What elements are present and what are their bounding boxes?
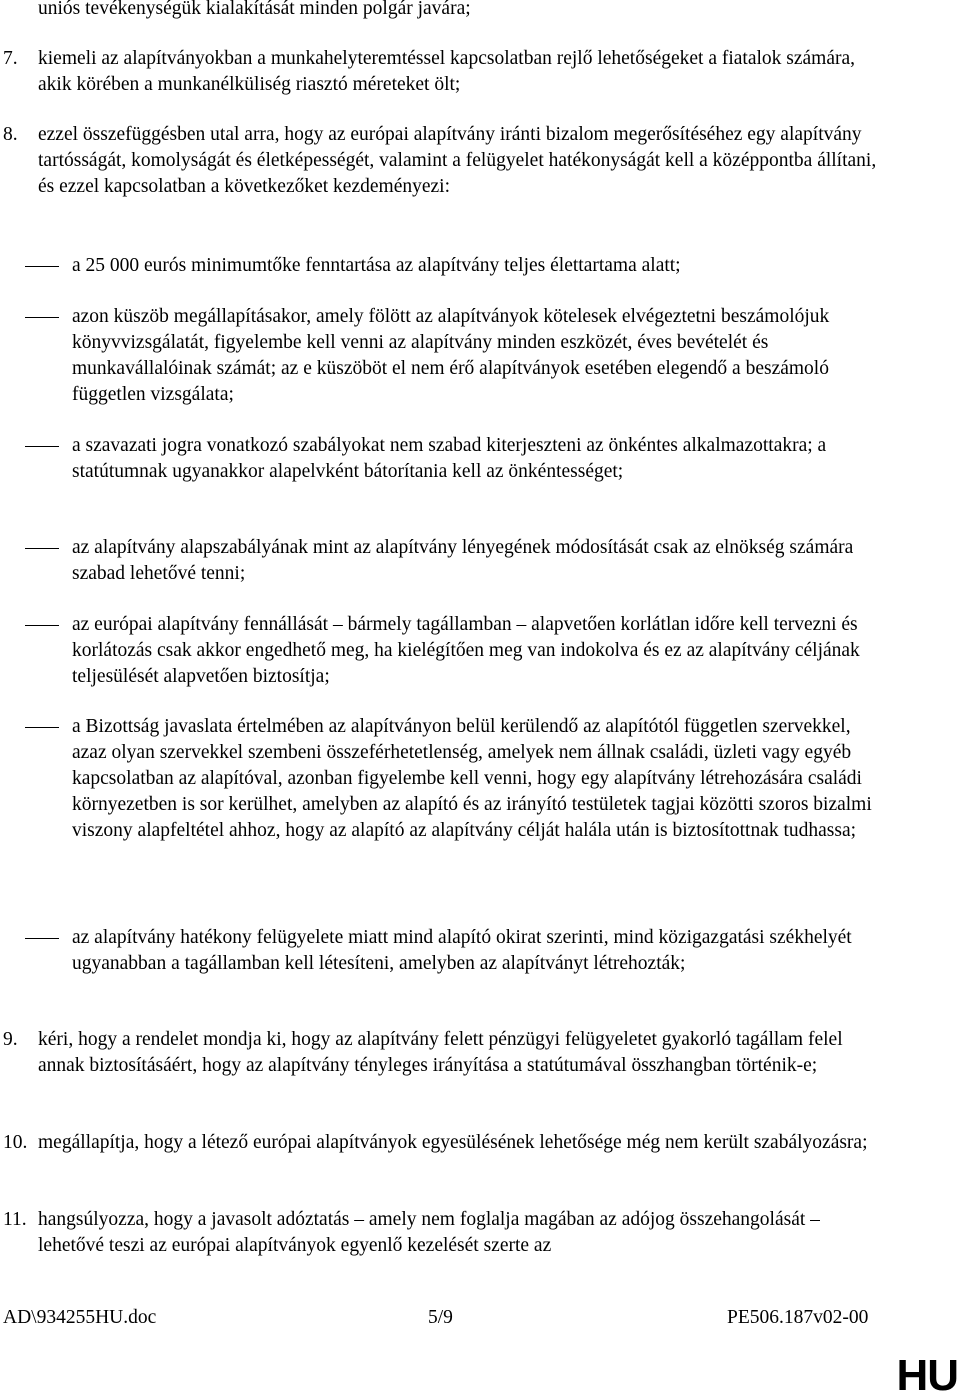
point-number-7: 7. [3, 48, 18, 69]
language-code: HU [896, 1351, 958, 1400]
point-7-text: kiemeli az alapítványokban a munkahelyteremtéssel kapcsolatban rejlő lehetőségeket a fiatalok számára, akik körében a munkanélküliség riasztó méreteket ölt; [38, 48, 856, 95]
point-8-text: ezzel összefüggésben utal arra, hogy az európai alapítvány iránti bizalom megerősítéséhez egy alapítvány tartósságát, komolyságát és életképességét, valamint a felügyelet hatékonyságát kell a középpontba állítani, és ezzel kapcsolatban a következőket kezdeményezi: [38, 124, 877, 197]
dash-marker [25, 727, 59, 728]
dash-item-7: az alapítvány hatékony felügyelete miatt mind alapító okirat szerinti, mind közigazgatási székhelyét ugyanabban a tagállamban kell létesíteni, amelyben az alapítványt létrehozták; [72, 927, 852, 974]
point-number-11: 11. [3, 1209, 27, 1230]
dash-marker [25, 625, 59, 626]
intro-line: uniós tevékenységük kialakítását minden polgár javára; [38, 0, 471, 19]
dash-item-5: az európai alapítvány fennállását – bármely tagállamban – alapvetően korlátlan időre kell tervezni és korlátozás csak akkor engedhető meg, ha kielégítően meg van indokolva és ez az alapítvány céljának teljesülését alapvetően biztosítja; [72, 614, 860, 687]
footer-doc-ref: AD\934255HU.doc [3, 1307, 157, 1328]
dash-marker [25, 446, 59, 447]
dash-marker [25, 548, 59, 549]
dash-item-3: a szavazati jogra vonatkozó szabályokat nem szabad kiterjeszteni az önkéntes alkalmazottakra; a statútumnak ugyanakkor alapelvként bátorítania kell az önkéntességet; [72, 435, 827, 482]
point-number-8: 8. [3, 124, 18, 145]
footer-page-number: 5/9 [428, 1307, 453, 1328]
dash-item-6: a Bizottság javaslata értelmében az alapítványon belül kerülendő az alapítótól független szervekkel, azaz olyan szervekkel szembeni összeférhetetlenség, amelyek nem állnak családi, üzleti vagy egyéb kapcsolatban az alapítóval, azonban figyelembe kell venni, hogy egy alapítvány létrehozására családi környezetben is sor kerülhet, amelyben az alapító és az irányító testületek tagjai közötti szoros bizalmi viszony alapfeltétel ahhoz, hogy az alapító az alapítvány célját halála után is biztosítottnak tudhassa; [72, 716, 872, 841]
point-number-10: 10. [3, 1132, 28, 1153]
dash-marker [25, 938, 59, 939]
dash-marker [25, 317, 59, 318]
dash-item-4: az alapítvány alapszabályának mint az alapítvány lényegének módosítását csak az elnökség számára szabad lehetővé tenni; [72, 537, 854, 584]
point-10-text: megállapítja, hogy a létező európai alapítványok egyesülésének lehetősége még nem került szabályozásra; [38, 1132, 868, 1153]
dash-item-1: a 25 000 eurós minimumtőke fenntartása az alapítvány teljes élettartama alatt; [72, 255, 681, 276]
point-11-text: hangsúlyozza, hogy a javasolt adóztatás – amely nem foglalja magában az adójog összehangolását – lehetővé teszi az európai alapítványok egyenlő kezelését szerte az [38, 1209, 820, 1256]
dash-marker [25, 266, 59, 267]
point-number-9: 9. [3, 1029, 18, 1050]
footer-pe-ref: PE506.187v02-00 [727, 1307, 869, 1328]
point-9-text: kéri, hogy a rendelet mondja ki, hogy az alapítvány felett pénzügyi felügyeletet gyakorló tagállam felel annak biztosításáért, hogy az alapítvány tényleges irányítása a statútumával összhangban történik-e; [38, 1029, 843, 1076]
dash-item-2: azon küszöb megállapításakor, amely fölött az alapítványok kötelesek elvégeztetni beszámolójuk könyvvizsgálatát, figyelembe kell venni az alapítvány minden eszközét, éves bevételét és munkavállalóinak számát; az e küszöböt el nem érő alapítványok esetében elegendő a beszámoló független vizsgálata; [72, 306, 830, 405]
